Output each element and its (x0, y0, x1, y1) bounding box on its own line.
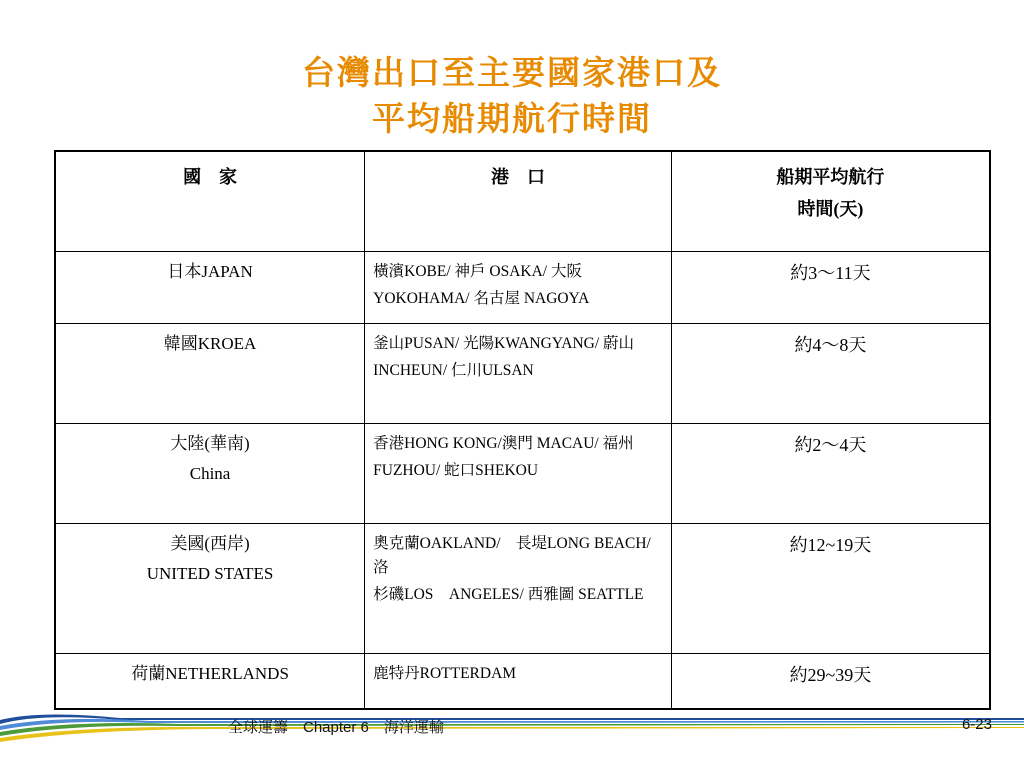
table-header-row (55, 151, 990, 251)
country-cell (55, 653, 365, 709)
ports-cell (365, 653, 672, 709)
country-cell (55, 323, 365, 423)
table-row (55, 251, 990, 323)
table-row (55, 423, 990, 523)
country-name: 荷蘭NETHERLANDS (131, 663, 289, 683)
transit-time-cell: 約4～8天 (671, 323, 990, 423)
header-port: 港 口 (365, 151, 672, 251)
title-line-1: 台灣出口至主要國家港口及 (302, 53, 722, 92)
ports-line: 釜山PUSAN/ 光陽KWANGYANG/ 蔚山 (373, 334, 635, 352)
header-time-line-2: 時間(天) (797, 199, 864, 220)
transit-time-cell: 約12~19天 (671, 523, 990, 653)
header-time-line-1: 船期平均航行 (776, 167, 885, 187)
header-country: 國 家 (55, 151, 365, 251)
country-name: 日本JAPAN (167, 261, 253, 281)
ports-cell (365, 323, 672, 423)
ports-cell (365, 251, 672, 323)
footer-swoosh-decoration (0, 710, 1024, 750)
page-number: 6-23 (961, 716, 992, 733)
header-transit-time (671, 151, 990, 251)
ports-line: 鹿特丹ROTTERDAM (373, 664, 517, 682)
transit-time-cell: 約29~39天 (671, 653, 990, 709)
table-row (55, 653, 990, 709)
ports-line: INCHEUN/ 仁川ULSAN (373, 361, 534, 379)
country-cell (55, 523, 365, 653)
table-row (55, 323, 990, 423)
table-row (55, 523, 990, 653)
country-name: 大陸(華南) (170, 433, 250, 453)
transit-time-cell: 約2～4天 (671, 423, 990, 523)
country-cell (55, 423, 365, 523)
ports-line: YOKOHAMA/ 名古屋 NAGOYA (373, 289, 590, 307)
transit-time-cell: 約3～11天 (671, 251, 990, 323)
title-line-2: 平均船期航行時間 (372, 99, 652, 138)
country-name-en: China (189, 464, 231, 484)
ports-line: 橫濱KOBE/ 神戶 OSAKA/ 大阪 (373, 262, 582, 280)
ports-cell (365, 523, 672, 653)
ports-cell (365, 423, 672, 523)
ports-line: 香港HONG KONG/澳門 MACAU/ 福州 (373, 434, 634, 452)
ports-line: 奧克蘭OAKLAND/ 長堤LONG BEACH/ 洛 (373, 534, 651, 576)
slide-title (0, 50, 1024, 142)
country-name-en: UNITED STATES (146, 564, 274, 584)
ports-line: FUZHOU/ 蛇口SHEKOU (373, 461, 539, 479)
country-name: 美國(西岸) (170, 533, 250, 553)
country-name: 韓國KROEA (163, 333, 257, 353)
ports-line: 杉磯LOS ANGELES/ 西雅圖 SEATTLE (373, 585, 644, 603)
port-transit-table (54, 150, 991, 710)
footer-chapter-label: 全球運籌 Chapter 6 海洋運輸 (228, 719, 444, 736)
country-cell (55, 251, 365, 323)
